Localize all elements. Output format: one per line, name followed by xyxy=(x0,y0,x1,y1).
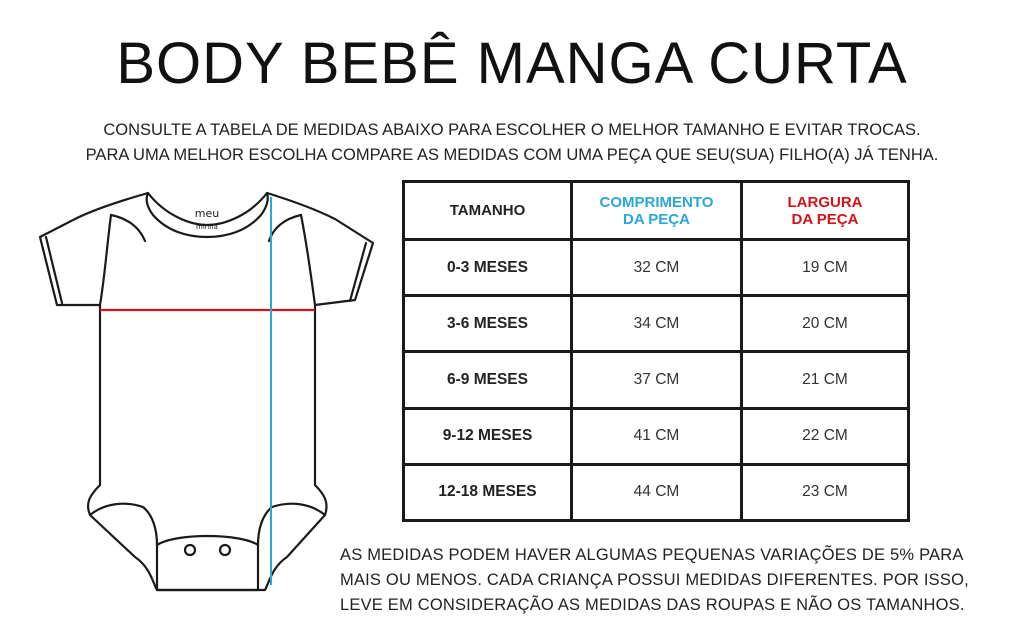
brand-label: meu xyxy=(194,207,220,220)
header-width-line: LARGURA xyxy=(787,193,863,211)
header-size: TAMANHO xyxy=(404,182,572,240)
table-row xyxy=(404,240,909,296)
header-width-line: DA PEÇA xyxy=(791,210,859,228)
note-line: AS MEDIDAS PODEM HAVER ALGUMAS PEQUENAS VARIAÇÕES DE 5% PARA xyxy=(340,546,964,564)
length-cell: 32 CM xyxy=(572,240,742,296)
size-cell: 6-9 MESES xyxy=(404,352,572,408)
length-cell: 44 CM xyxy=(572,464,742,520)
size-chart-table xyxy=(402,180,910,522)
size-cell: 9-12 MESES xyxy=(404,408,572,464)
table-header-row xyxy=(404,182,909,240)
width-cell: 19 CM xyxy=(742,240,909,296)
table-row xyxy=(404,464,909,520)
brand-label: minha xyxy=(196,223,218,231)
width-cell: 20 CM xyxy=(742,296,909,352)
bodysuit-illustration xyxy=(35,185,380,595)
instructions-line: CONSULTE A TABELA DE MEDIDAS ABAIXO PARA ESCOLHER O MELHOR TAMANHO E EVITAR TROCAS. xyxy=(103,121,921,139)
header-length xyxy=(572,182,742,240)
note-line: MAIS OU MENOS. CADA CRIANÇA POSSUI MEDIDAS DIFERENTES. POR ISSO, xyxy=(340,571,969,589)
length-cell: 34 CM xyxy=(572,296,742,352)
size-cell: 3-6 MESES xyxy=(404,296,572,352)
length-cell: 37 CM xyxy=(572,352,742,408)
size-cell: 12-18 MESES xyxy=(404,464,572,520)
page-title: BODY BEBÊ MANGA CURTA xyxy=(116,31,908,96)
table-row xyxy=(404,408,909,464)
header-length-line: COMPRIMENTO xyxy=(599,193,714,211)
instructions xyxy=(40,118,984,168)
snap-button xyxy=(220,545,230,555)
header-length-line: DA PEÇA xyxy=(623,210,690,228)
width-cell: 23 CM xyxy=(742,464,909,520)
snap-button xyxy=(185,545,195,555)
header-width xyxy=(742,182,909,240)
instructions-line: PARA UMA MELHOR ESCOLHA COMPARE AS MEDIDAS COM UMA PEÇA QUE SEU(SUA) FILHO(A) JÁ TENHA. xyxy=(85,146,939,164)
bodysuit-outline xyxy=(40,193,373,590)
note-line: LEVE EM CONSIDERAÇÃO AS MEDIDAS DAS ROUPAS E NÃO OS TAMANHOS. xyxy=(340,596,965,614)
width-cell: 21 CM xyxy=(742,352,909,408)
disclaimer-note xyxy=(340,543,980,618)
size-cell: 0-3 MESES xyxy=(404,240,572,296)
length-cell: 41 CM xyxy=(572,408,742,464)
width-cell: 22 CM xyxy=(742,408,909,464)
table-row xyxy=(404,296,909,352)
table-row xyxy=(404,352,909,408)
